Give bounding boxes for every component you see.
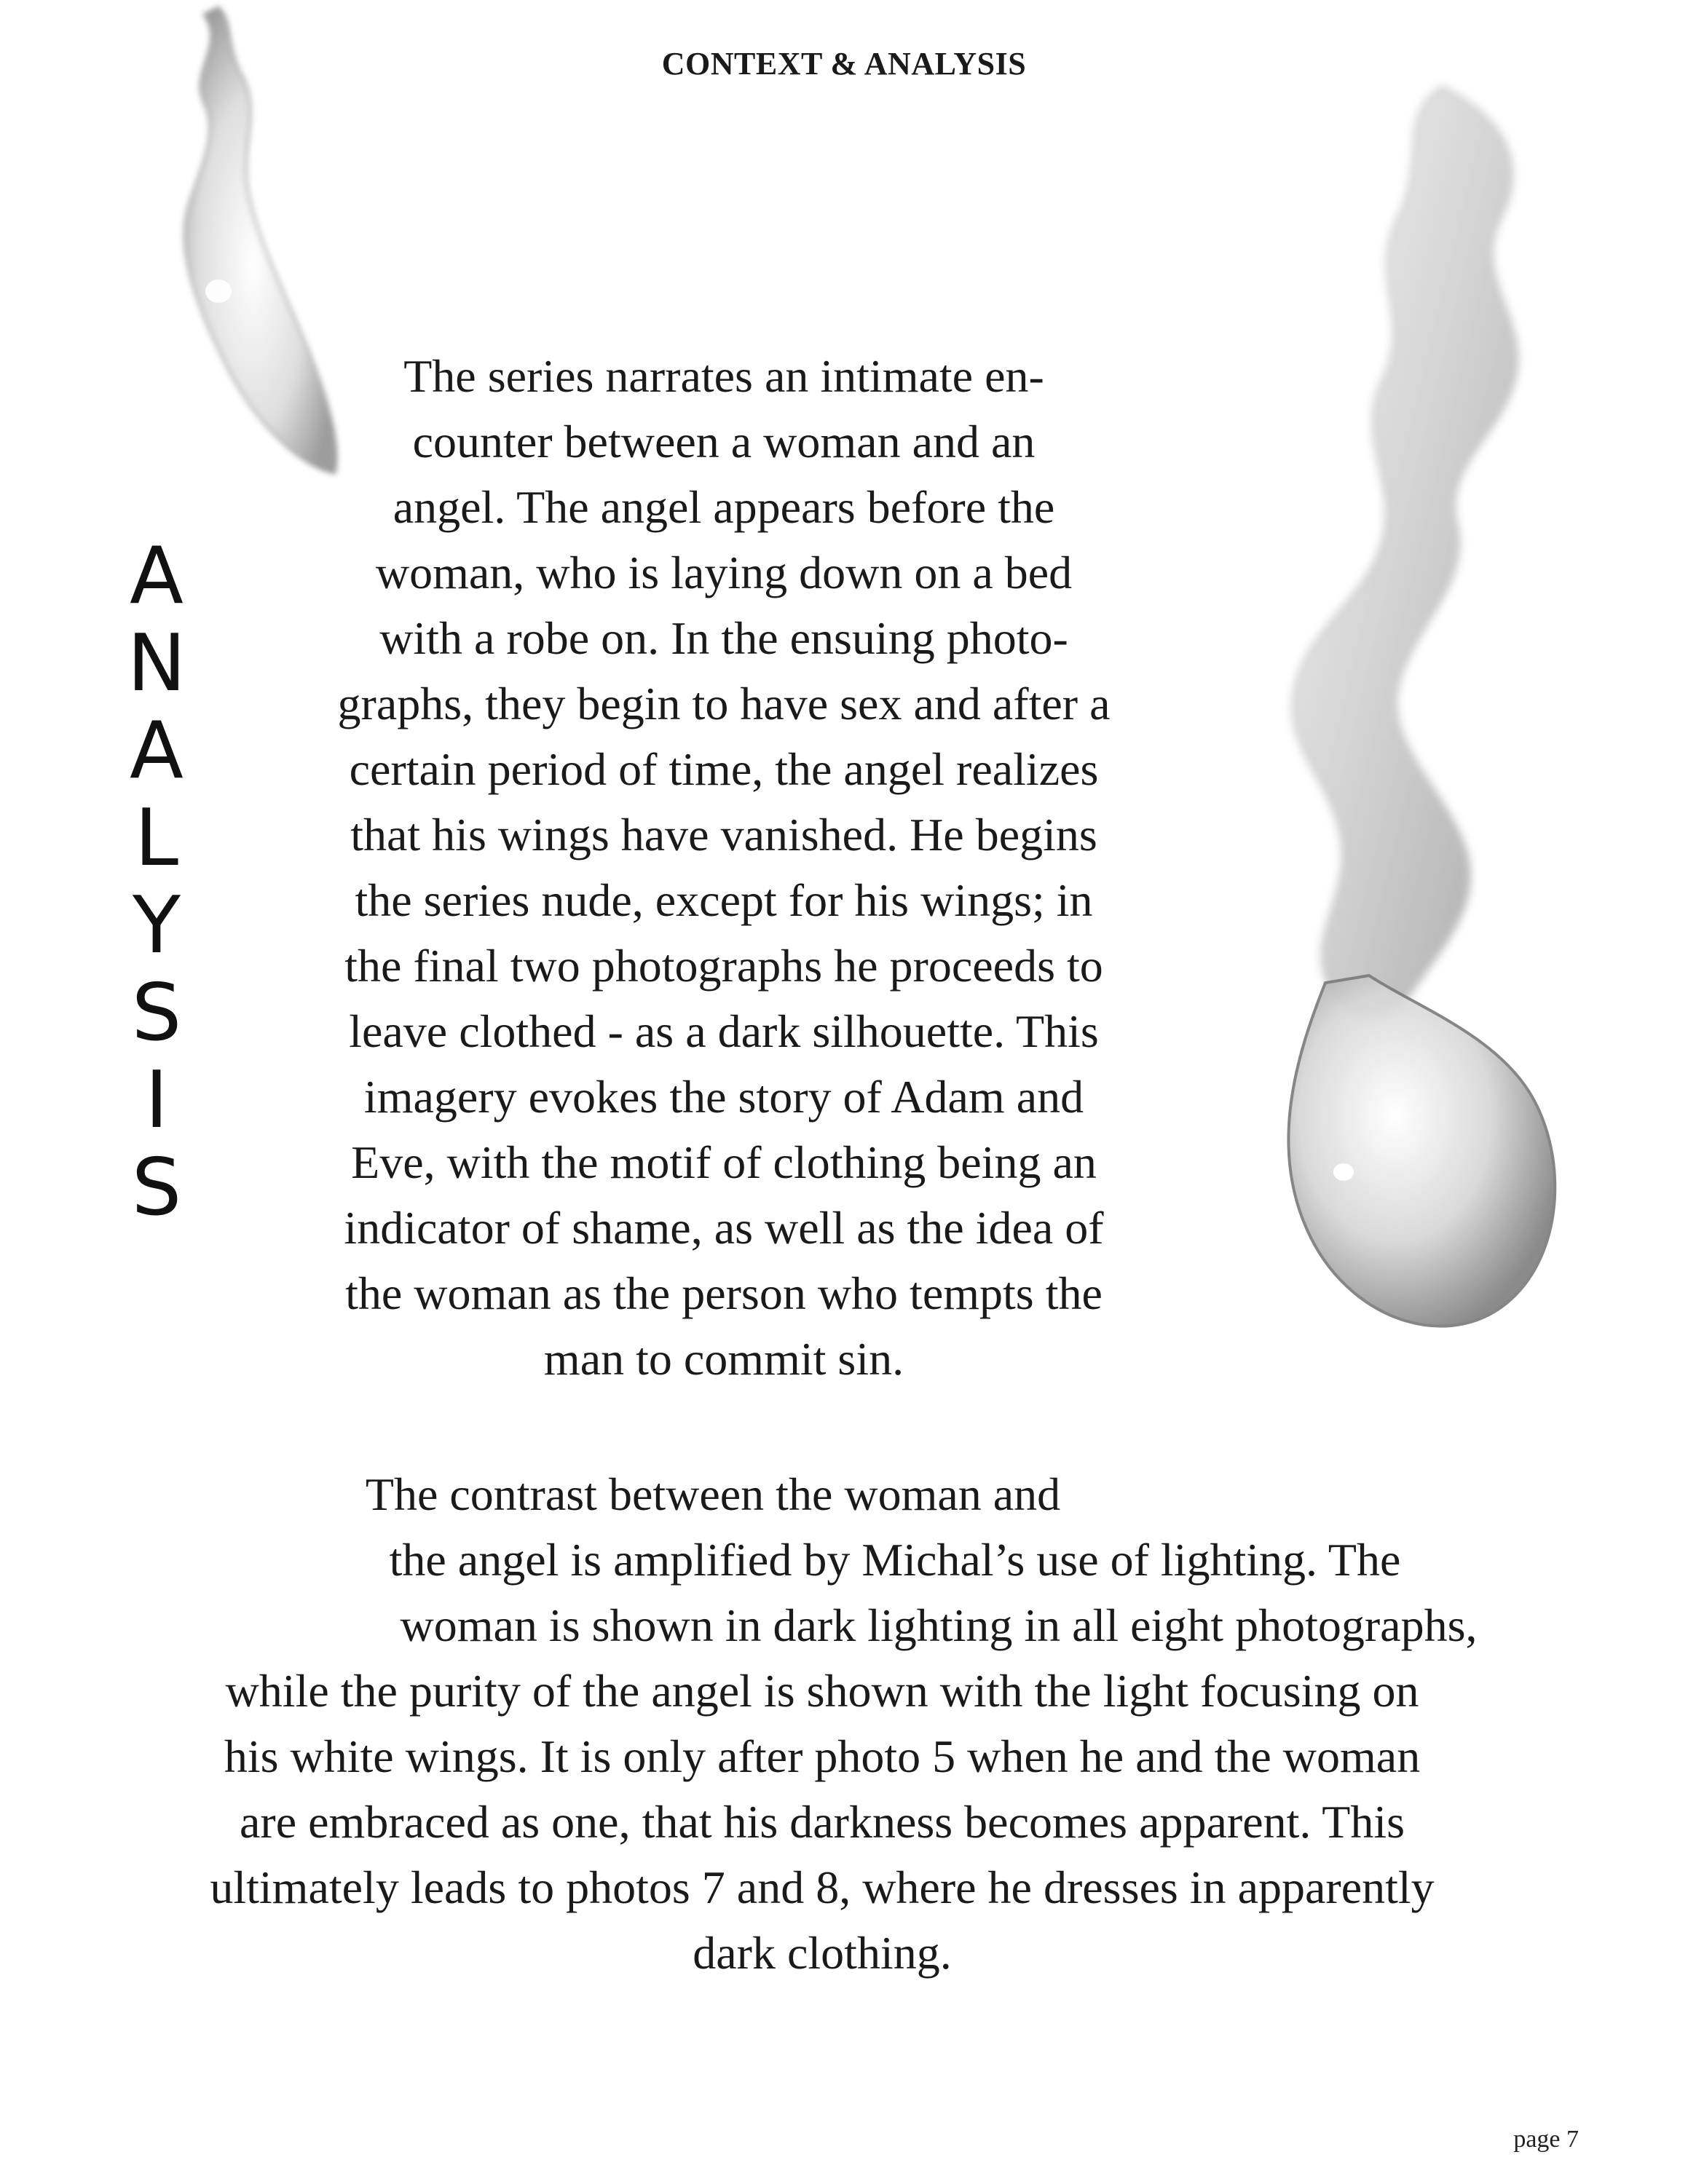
paragraph-line: woman, who is laying down on a bed — [375, 547, 1073, 598]
paragraph-line: imagery evokes the story of Adam and — [363, 1071, 1084, 1123]
title-letter: Y — [133, 880, 181, 971]
paragraph-line: counter between a woman and an — [412, 416, 1036, 467]
paragraph-line: angel. The angel appears before the — [393, 481, 1055, 533]
title-letter: N — [127, 618, 186, 709]
paragraph-line: that his wings have vanished. He begins — [350, 809, 1097, 860]
paragraph-line: while the purity of the angel is shown with the light focusing on — [225, 1665, 1419, 1717]
title-letter: A — [130, 705, 184, 796]
title-letter: A — [130, 531, 184, 622]
paragraph-line: dark clothing. — [693, 1927, 952, 1979]
paragraph-line: Eve, with the motif of clothing being an — [351, 1136, 1097, 1188]
page-number: page 7 — [1513, 2126, 1579, 2153]
paragraph-line: his white wings. It is only after photo 5 when he and the woman — [224, 1730, 1421, 1782]
title-letter: S — [131, 968, 182, 1059]
title-letter: S — [131, 1142, 182, 1233]
paragraph-line: indicator of shame, as well as the idea of — [344, 1202, 1104, 1254]
paragraph-line: with a robe on. In the ensuing photo- — [379, 612, 1068, 664]
paragraph-line: are embraced as one, that his darkness becomes apparent. This — [240, 1796, 1405, 1848]
page-header: CONTEXT & ANALYSIS — [661, 46, 1027, 82]
paragraph-line: ultimately leads to photos 7 and 8, where he dresses in apparently — [210, 1861, 1435, 1913]
paragraph-line: the final two photographs he proceeds to — [344, 940, 1103, 992]
title-letter: L — [134, 793, 179, 884]
paragraph-line: certain period of time, the angel realizes — [349, 743, 1099, 795]
paragraph-line: The series narrates an intimate en- — [403, 350, 1044, 402]
paragraph-line: woman is shown in dark lighting in all eight photographs, — [400, 1599, 1478, 1651]
paragraph-line: The contrast between the woman and — [365, 1468, 1061, 1520]
title-letter: I — [145, 1055, 168, 1146]
paragraph-line: the woman as the person who tempts the — [345, 1267, 1103, 1319]
paragraph-line: leave clothed - as a dark silhouette. This — [349, 1005, 1099, 1057]
paragraph-line: the series nude, except for his wings; in — [355, 874, 1093, 926]
paragraph-line: the angel is amplified by Michal’s use of lighting. The — [389, 1534, 1401, 1586]
paragraph-line: graphs, they begin to have sex and after a — [337, 678, 1111, 729]
paragraph-line: man to commit sin. — [543, 1333, 904, 1385]
